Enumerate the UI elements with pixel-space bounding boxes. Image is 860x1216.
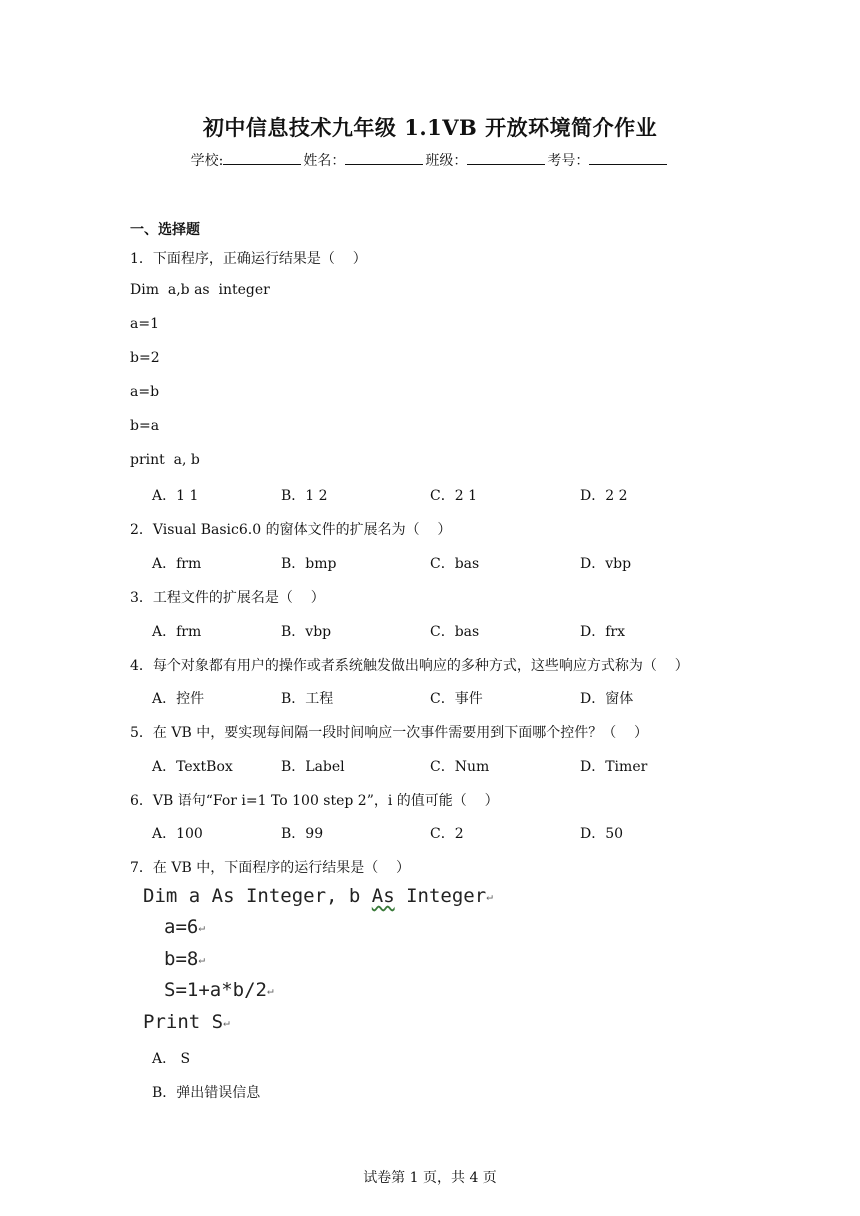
q7-code-text: Integer — [394, 885, 487, 907]
q1-code-line: a=b — [130, 384, 160, 400]
student-info-line — [0, 150, 860, 170]
q1-code-line: b=a — [130, 418, 160, 434]
q7-code-line — [164, 916, 205, 938]
q7-code-text: b=8 — [164, 948, 199, 970]
question-6-stem: 6．VB 语句“For i=1 To 100 step 2”，i 的值可能（ ） — [130, 793, 499, 809]
q1-option-a: A．1 1 — [152, 488, 199, 504]
q7-code-line — [143, 885, 493, 907]
question-7-stem: 7．在 VB 中，下面程序的运行结果是（ ） — [130, 860, 411, 876]
q2-option-a: A．frm — [152, 556, 202, 572]
q6-option-a: A．100 — [152, 826, 203, 842]
q4-option-b: B．工程 — [281, 691, 334, 707]
q6-option-b: B．99 — [281, 826, 324, 842]
q4-option-c: C．事件 — [430, 691, 483, 707]
q7-code-spellcheck-word: As — [371, 885, 395, 907]
class-blank — [467, 151, 545, 165]
q7-code-text: a=6 — [164, 916, 199, 938]
q3-option-d: D．frx — [580, 624, 625, 640]
return-mark-icon: ↵ — [486, 890, 493, 903]
page-title: 初中信息技术九年级 1.1VB 开放环境简介作业 — [202, 115, 658, 140]
name-label: 姓名： — [303, 153, 346, 169]
exam-no-blank — [589, 151, 667, 165]
return-mark-icon: ↵ — [223, 1016, 230, 1029]
q5-option-d: D．Timer — [580, 759, 648, 775]
q6-option-d: D．50 — [580, 826, 624, 842]
q2-option-b: B．bmp — [281, 556, 337, 572]
return-mark-icon: ↵ — [198, 921, 205, 934]
q1-code-line: Dim a,b as integer — [130, 282, 270, 298]
q4-option-d: D．窗体 — [580, 691, 634, 707]
q1-option-d: D．2 2 — [580, 488, 628, 504]
q5-option-a: A．TextBox — [152, 759, 233, 775]
q7-code-line — [143, 1011, 230, 1033]
q3-option-a: A．frm — [152, 624, 202, 640]
q1-option-b: B．1 2 — [281, 488, 328, 504]
class-label: 班级： — [425, 153, 468, 169]
q1-code-line: print a, b — [130, 452, 200, 468]
q1-code-line: a=1 — [130, 316, 159, 332]
question-3-stem: 3．工程文件的扩展名是（ ） — [130, 590, 325, 606]
question-1-stem: 1．下面程序，正确运行结果是（ ） — [130, 251, 367, 267]
q4-option-a: A．控件 — [152, 691, 205, 707]
return-mark-icon: ↵ — [266, 984, 274, 997]
q3-option-c: C．bas — [430, 624, 480, 640]
section-heading: 一、选择题 — [130, 222, 200, 238]
page-footer: 试卷第 1 页，共 4 页 — [363, 1170, 497, 1186]
q1-option-c: C．2 1 — [430, 488, 477, 504]
q1-code-line: b=2 — [130, 350, 160, 366]
q7-code-text: S=1+a*b/2 — [164, 979, 267, 1001]
name-blank — [345, 151, 423, 165]
q5-option-c: C．Num — [430, 759, 490, 775]
q7-code-text: Print S — [143, 1011, 224, 1033]
q7-code-line — [164, 979, 274, 1001]
q5-option-b: B．Label — [281, 759, 345, 775]
q7-code-line — [164, 948, 205, 970]
q2-option-c: C．bas — [430, 556, 480, 572]
q3-option-b: B．vbp — [281, 624, 332, 640]
q6-option-c: C．2 — [430, 826, 464, 842]
return-mark-icon: ↵ — [198, 953, 205, 966]
question-4-stem: 4．每个对象都有用户的操作或者系统触发做出响应的多种方式，这些响应方式称为（ ） — [130, 658, 689, 674]
q2-option-d: D．vbp — [580, 556, 632, 572]
school-label: 学校: — [190, 153, 224, 169]
q7-option-a: A． S — [152, 1051, 191, 1067]
question-5-stem: 5．在 VB 中，要实现每间隔一段时间响应一次事件需要用到下面哪个控件？（ ） — [130, 725, 649, 741]
school-blank — [223, 151, 301, 165]
q7-code-text: Dim a As Integer, b — [143, 885, 372, 907]
question-2-stem: 2．Visual Basic6.0 的窗体文件的扩展名为（ ） — [130, 522, 452, 538]
exam-no-label: 考号： — [547, 153, 590, 169]
q7-option-b: B．弹出错误信息 — [152, 1085, 261, 1101]
